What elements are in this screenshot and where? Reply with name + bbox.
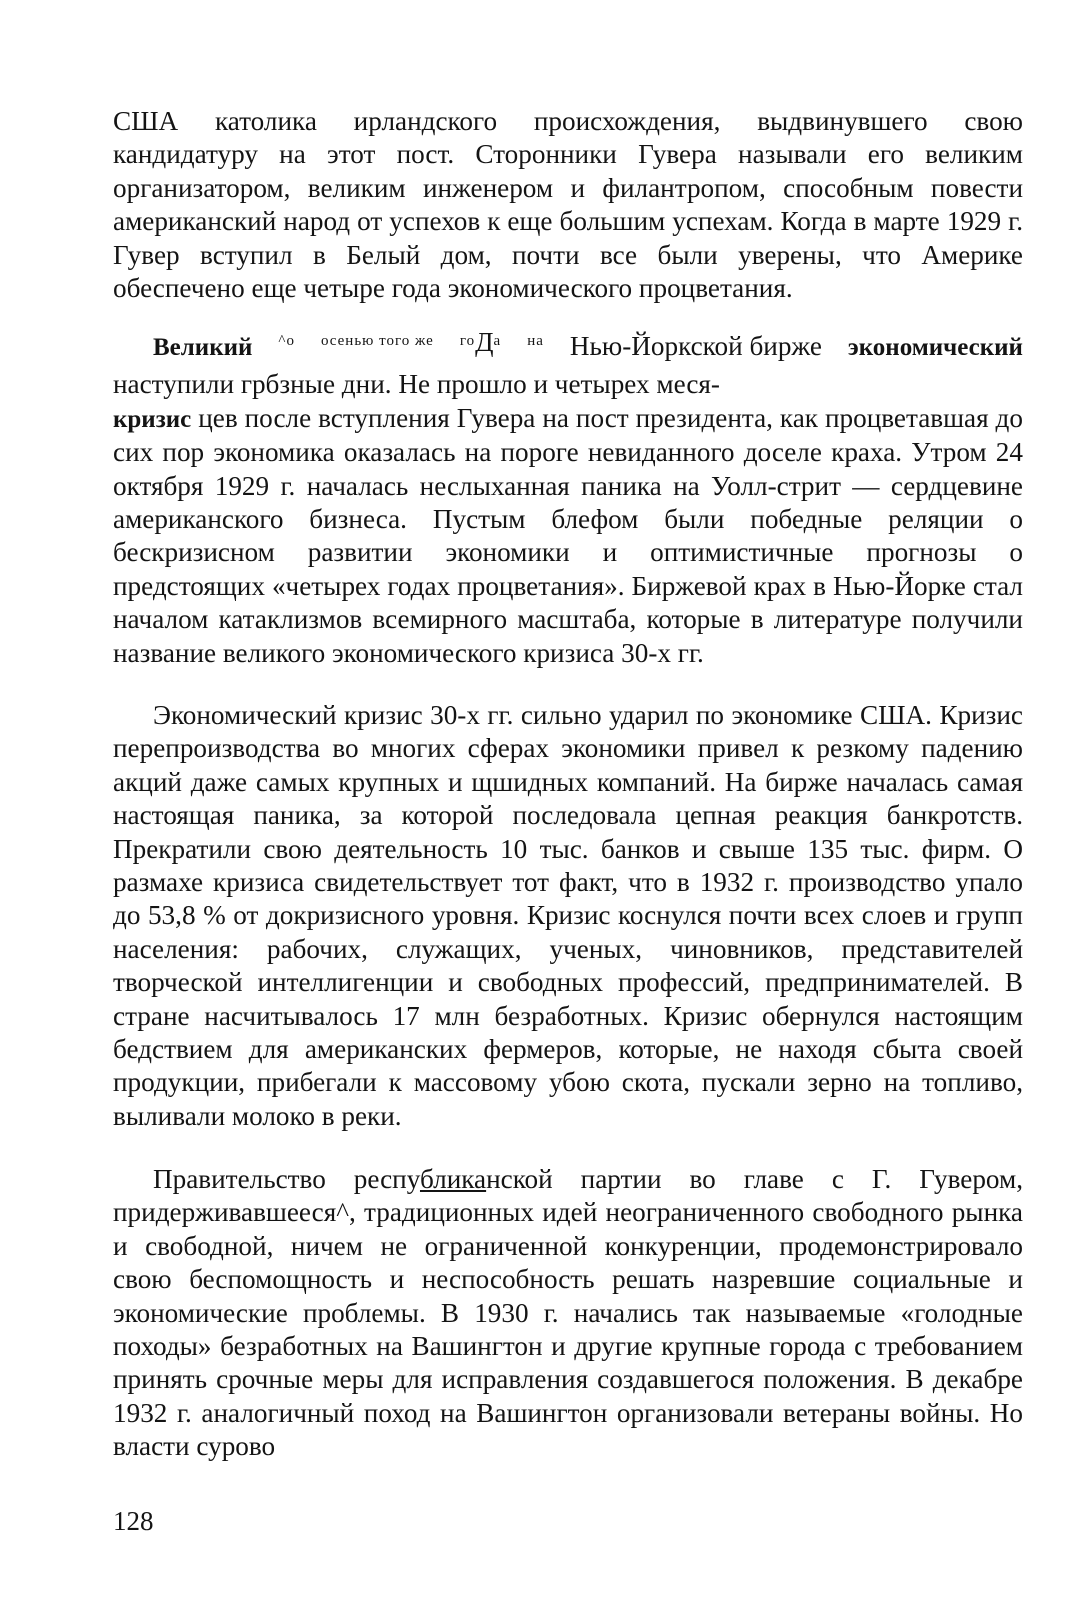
ocr-garble-3: го bbox=[459, 333, 476, 349]
paragraph-2-text: Экономический кризис 30-х гг. сильно ударил по экономике США. Кризис перепроизводства во многих сферах экономики привел к резкому падению акций даже самых крупных и щшидных компаний. На бирже началась самая настоящая паника, за которой последовала цепная реакция банкротств. Прекратили свою деятельность 10 тыс. банков и свыше 135 тыс. фирм. О размахе кризиса свидетельствует тот факт, что в 1932 г. производство упало до 53,8 % от докризисного уровня. Кризис коснулся почти всех слоев и групп населения: рабочих, служащих, ученых, чиновников, представителей творческой интеллигенции и свободных профессий, предпринимателей. В стране насчитывалось 17 млн безработных. Кризис обернулся настоящим бедствием для американских фермеров, которые, не находя сбыта своей продукции, прибегали к массовому убою скота, пускали зерно на топливо, выливали молоко в реки. bbox=[113, 700, 1023, 1131]
ocr-garble-1: ^о bbox=[278, 333, 295, 349]
margin-label-crisis: кризис bbox=[113, 405, 192, 433]
ocr-garble-5: а bbox=[493, 333, 502, 349]
paragraph-1 bbox=[113, 105, 1023, 305]
ocr-garble-3-group bbox=[459, 327, 502, 368]
paragraph-2 bbox=[113, 699, 1023, 1133]
paragraph-3 bbox=[113, 1163, 1023, 1464]
line-1-tail: Нью-Йоркской бирже bbox=[569, 331, 822, 361]
underlined-fragment: блика bbox=[419, 1164, 487, 1194]
crisis-line-3 bbox=[113, 402, 1023, 670]
ocr-garble-2: осенью того же bbox=[320, 333, 434, 349]
page-number: 128 bbox=[113, 1506, 154, 1536]
paragraph-3-rest: нской партии во главе с Г. Гувером, придерживавшееся^, традиционных идей неограниченного свободного рынка и свободной, ничем не ограниченной конкуренции, продемонстрировало свою беспомощность и неспособность решать назревшие социальные и экономические проблемы. В 1930 г. начались так называемые «голодные походы» безработных на Вашингтон и другие крупные города с требованием принять срочные меры для исправления создавшегося положения. В декабре 1932 г. аналогичный поход на Вашингтон организовали ветераны войны. Но власти сурово bbox=[113, 1164, 1023, 1462]
paragraph-3-text bbox=[113, 1163, 1023, 1464]
crisis-line-2: наступили грбзные дни. Не прошло и четырех меся- bbox=[113, 369, 720, 400]
margin-label-great: Великий bbox=[153, 334, 253, 361]
crisis-paragraph-text: цев после вступления Гувера на пост президента, как процветавшая до сих пор экономика оказалась на пороге невиданного доселе краха. Утром 24 октября 1929 г. началась неслыханная паника на Уолл-стрит — сердцевине американского бизнеса. Пустым блефом были победные реляции о бескризисном развитии экономики и оптимистичные прогнозы о предстоящих «четырех годах процветания». Биржевой крах в Нью-Йорке стал началом катаклизмов всемирного масштаба, которые в литературе получили название великого экономического кризиса 30-х гг. bbox=[113, 402, 1023, 668]
paragraph-3-start: Правительство респу bbox=[153, 1164, 420, 1194]
ocr-garble-4: Д bbox=[475, 327, 494, 357]
crisis-line-1 bbox=[113, 327, 1023, 368]
paragraph-1-text: США католика ирландского происхождения, выдвинувшего свою кандидатуру на этот пост. Сторонники Гувера называли его великим организатором, великим инженером и филантропом, способным повести американский народ от успехов к еще большим успехам. Когда в марте 1929 г. Гувер вступил в Белый дом, почти все были уверены, что Америке обеспечено еще четыре года экономического процветания. bbox=[113, 106, 1023, 304]
crisis-section bbox=[113, 327, 1023, 670]
margin-label-economic: экономический bbox=[847, 334, 1023, 361]
ocr-garble-6: на bbox=[527, 333, 544, 349]
